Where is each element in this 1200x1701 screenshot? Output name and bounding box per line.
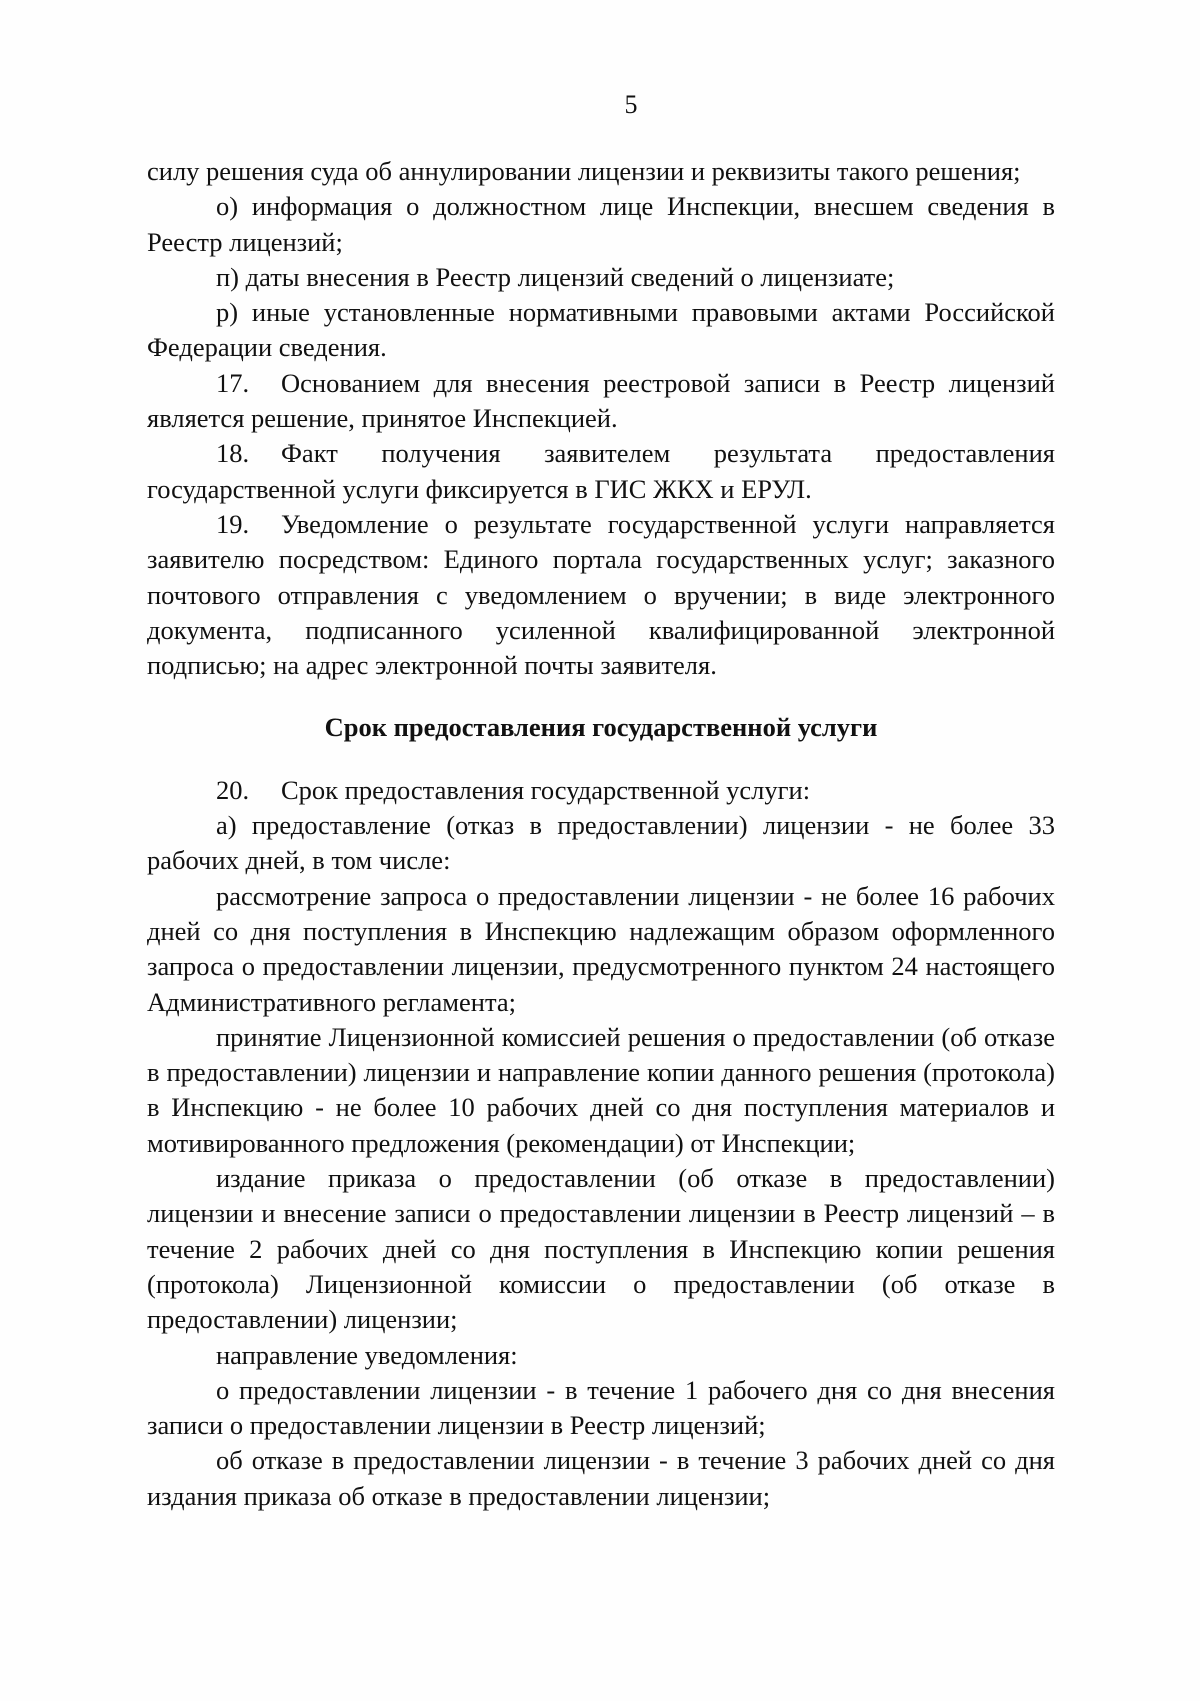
section-heading: Срок предоставления государственной услуги bbox=[324, 712, 878, 743]
paragraph: принятие Лицензионной комиссией решения о предоставлении (об отказе в предоставлении) лицензии и направление копии данного решения (протокола) в Инспекцию - не более 10 рабочих дней со дня поступления материалов и мотивированного предложения (рекомендации) от Инспекции; bbox=[147, 1021, 1055, 1158]
paragraph: р) иные установленные нормативными правовыми актами Российской Федерации сведения. bbox=[147, 297, 1055, 363]
paragraph: издание приказа о предоставлении (об отказе в предоставлении) лицензии и внесение записи о предоставлении лицензии в Реестр лицензий – в течение 2 рабочих дней со дня поступления в Инспекцию копии решения (протокола) Лицензионной комиссии о предоставлении (об отказе в предоставлении) лицензии; bbox=[147, 1163, 1055, 1335]
paragraph: о) информация о должностном лице Инспекции, внесшем сведения в Реестр лицензий; bbox=[147, 191, 1055, 257]
paragraph: рассмотрение запроса о предоставлении лицензии - не более 16 рабочих дней со дня поступления в Инспекцию надлежащим образом оформленного запроса о предоставлении лицензии, предусмотренного пунктом 24 настоящего Административного регламента; bbox=[147, 880, 1055, 1017]
paragraph-text: Срок предоставления государственной услуги: bbox=[281, 774, 811, 805]
numbered-paragraph bbox=[147, 366, 1055, 437]
paragraph-number: 19. bbox=[216, 508, 250, 539]
page-number: 5 bbox=[624, 90, 638, 119]
paragraph-number: 18. bbox=[216, 438, 250, 469]
paragraph: п) даты внесения в Реестр лицензий сведений о лицензиате; bbox=[216, 261, 895, 292]
paragraph: направление уведомления: bbox=[216, 1339, 518, 1370]
paragraph-continuation: силу решения суда об аннулировании лицензии и реквизиты такого решения; bbox=[147, 156, 1021, 186]
document-body bbox=[147, 154, 1055, 1514]
numbered-paragraph bbox=[147, 773, 1055, 808]
paragraph-text: Уведомление о результате государственной услуги направляется заявителю посредством: Единого портала государственных услуг; заказного почтового отправления с уведомлением о вручении; в виде электронного документа, подписанного усиленной квалифицированной электронной подписью; на адрес электронной почты заявителя. bbox=[147, 508, 1055, 681]
paragraph: о предоставлении лицензии - в течение 1 рабочего дня со дня внесения записи о предоставлении лицензии в Реестр лицензий; bbox=[147, 1374, 1055, 1441]
numbered-paragraph bbox=[147, 507, 1055, 683]
paragraphs-after-heading bbox=[147, 773, 1055, 1514]
paragraph: об отказе в предоставлении лицензии - в течение 3 рабочих дней со дня издания приказа об отказе в предоставлении лицензии; bbox=[147, 1445, 1055, 1511]
paragraph-text: Факт получения заявителем результата предоставления государственной услуги фиксируется в ГИС ЖКХ и ЕРУЛ. bbox=[147, 438, 1055, 504]
paragraph-number: 17. bbox=[216, 367, 250, 398]
numbered-paragraph bbox=[147, 436, 1055, 507]
paragraph: а) предоставление (отказ в предоставлении) лицензии - не более 33 рабочих дней, в том числе: bbox=[147, 810, 1055, 876]
paragraph-number: 20. bbox=[216, 774, 250, 805]
paragraphs-before-heading bbox=[147, 154, 1055, 683]
paragraph-text: Основанием для внесения реестровой записи в Реестр лицензий является решение, принятое Инспекцией. bbox=[147, 367, 1055, 434]
